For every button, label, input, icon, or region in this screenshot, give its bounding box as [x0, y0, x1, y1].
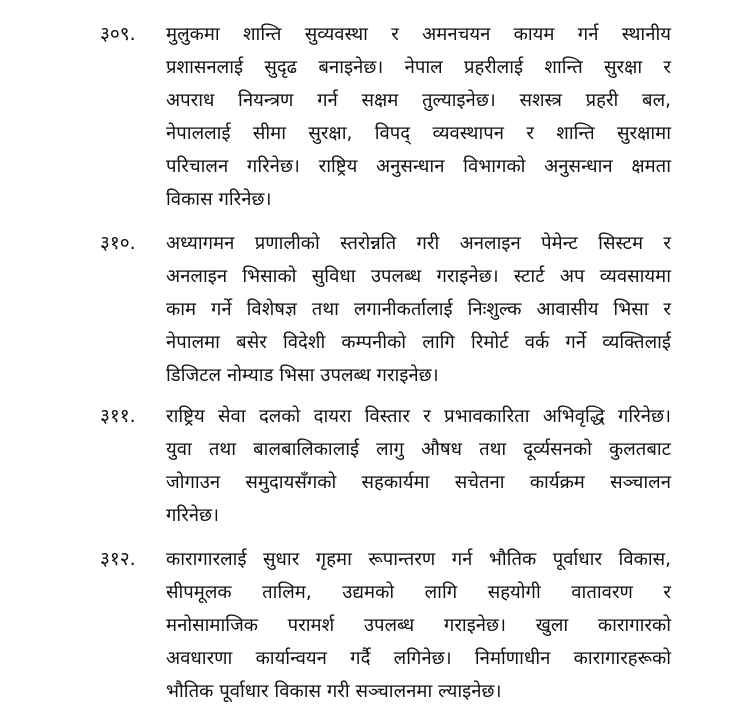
paragraph-number: ३०९. [100, 23, 136, 45]
paragraph-number: ३११. [100, 405, 136, 427]
paragraph-body [166, 227, 671, 392]
paragraph-body [166, 18, 671, 216]
paragraph-number: ३१०. [100, 232, 136, 254]
paragraph-body [166, 543, 671, 708]
paragraph-line: डिजिटल नोम्याड भिसा उपलब्ध गराइनेछ। [166, 365, 439, 386]
paragraph-line: कारागारलाई सुधार गृहमा रूपान्तरण गर्न भौतिक पूर्वाधार विकास, [166, 549, 671, 570]
paragraph-line: मनोसामाजिक परामर्श उपलब्ध गराइनेछ। खुला कारागारको [166, 615, 671, 636]
paragraph-line: अपराध नियन्त्रण गर्न सक्षम तुल्याइनेछ। सशस्त्र प्रहरी बल, [166, 90, 671, 111]
paragraph-line: जोगाउन समुदायसँगको सहकार्यमा सचेतना कार्यक्रम सञ्चालन [166, 472, 671, 493]
paragraph-body [166, 400, 671, 532]
paragraph-line: नेपालमा बसेर विदेशी कम्पनीको लागि रिमोर्ट वर्क गर्ने व्यक्तिलाई [166, 332, 671, 353]
paragraph-line: काम गर्ने विशेषज्ञ तथा लगानीकर्तालाई निःशुल्क आवासीय भिसा र [166, 299, 671, 320]
paragraph-line: राष्ट्रिय सेवा दलको दायरा विस्तार र प्रभावकारिता अभिवृद्धि गरिनेछ। [166, 406, 671, 427]
paragraph-line: प्रशासनलाई सुदृढ बनाइनेछ। नेपाल प्रहरीलाई शान्ति सुरक्षा र [166, 57, 671, 78]
paragraph-line: भौतिक पूर्वाधार विकास गरी सञ्चालनमा ल्याइनेछ। [166, 681, 502, 702]
paragraph-line: अवधारणा कार्यान्वयन गर्दै लगिनेछ। निर्माणाधीन कारागारहरूको [166, 648, 671, 669]
paragraph-line: मुलुकमा शान्ति सुव्यवस्था र अमनचयन कायम गर्न स्थानीय [166, 24, 671, 45]
paragraph-number: ३१२. [100, 548, 136, 570]
paragraph-line: विकास गरिनेछ। [166, 189, 272, 210]
paragraph-line: नेपाललाई सीमा सुरक्षा, विपद् व्यवस्थापन र शान्ति सुरक्षामा [166, 123, 671, 144]
paragraph-line: गरिनेछ। [166, 505, 220, 526]
paragraph-line: परिचालन गरिनेछ। राष्ट्रिय अनुसन्धान विभागको अनुसन्धान क्षमता [166, 156, 671, 177]
paragraph-line: सीपमूलक तालिम, उद्यमको लागि सहयोगी वातावरण र [166, 582, 671, 603]
paragraph-line: अध्यागमन प्रणालीको स्तरोन्नति गरी अनलाइन पेमेन्ट सिस्टम र [166, 233, 671, 254]
paragraph-line: अनलाइन भिसाको सुविधा उपलब्ध गराइनेछ। स्टार्ट अप व्यवसायमा [166, 266, 671, 287]
paragraph-line: युवा तथा बालबालिकालाई लागु औषध तथा दूर्व्यसनको कुलतबाट [166, 439, 671, 460]
